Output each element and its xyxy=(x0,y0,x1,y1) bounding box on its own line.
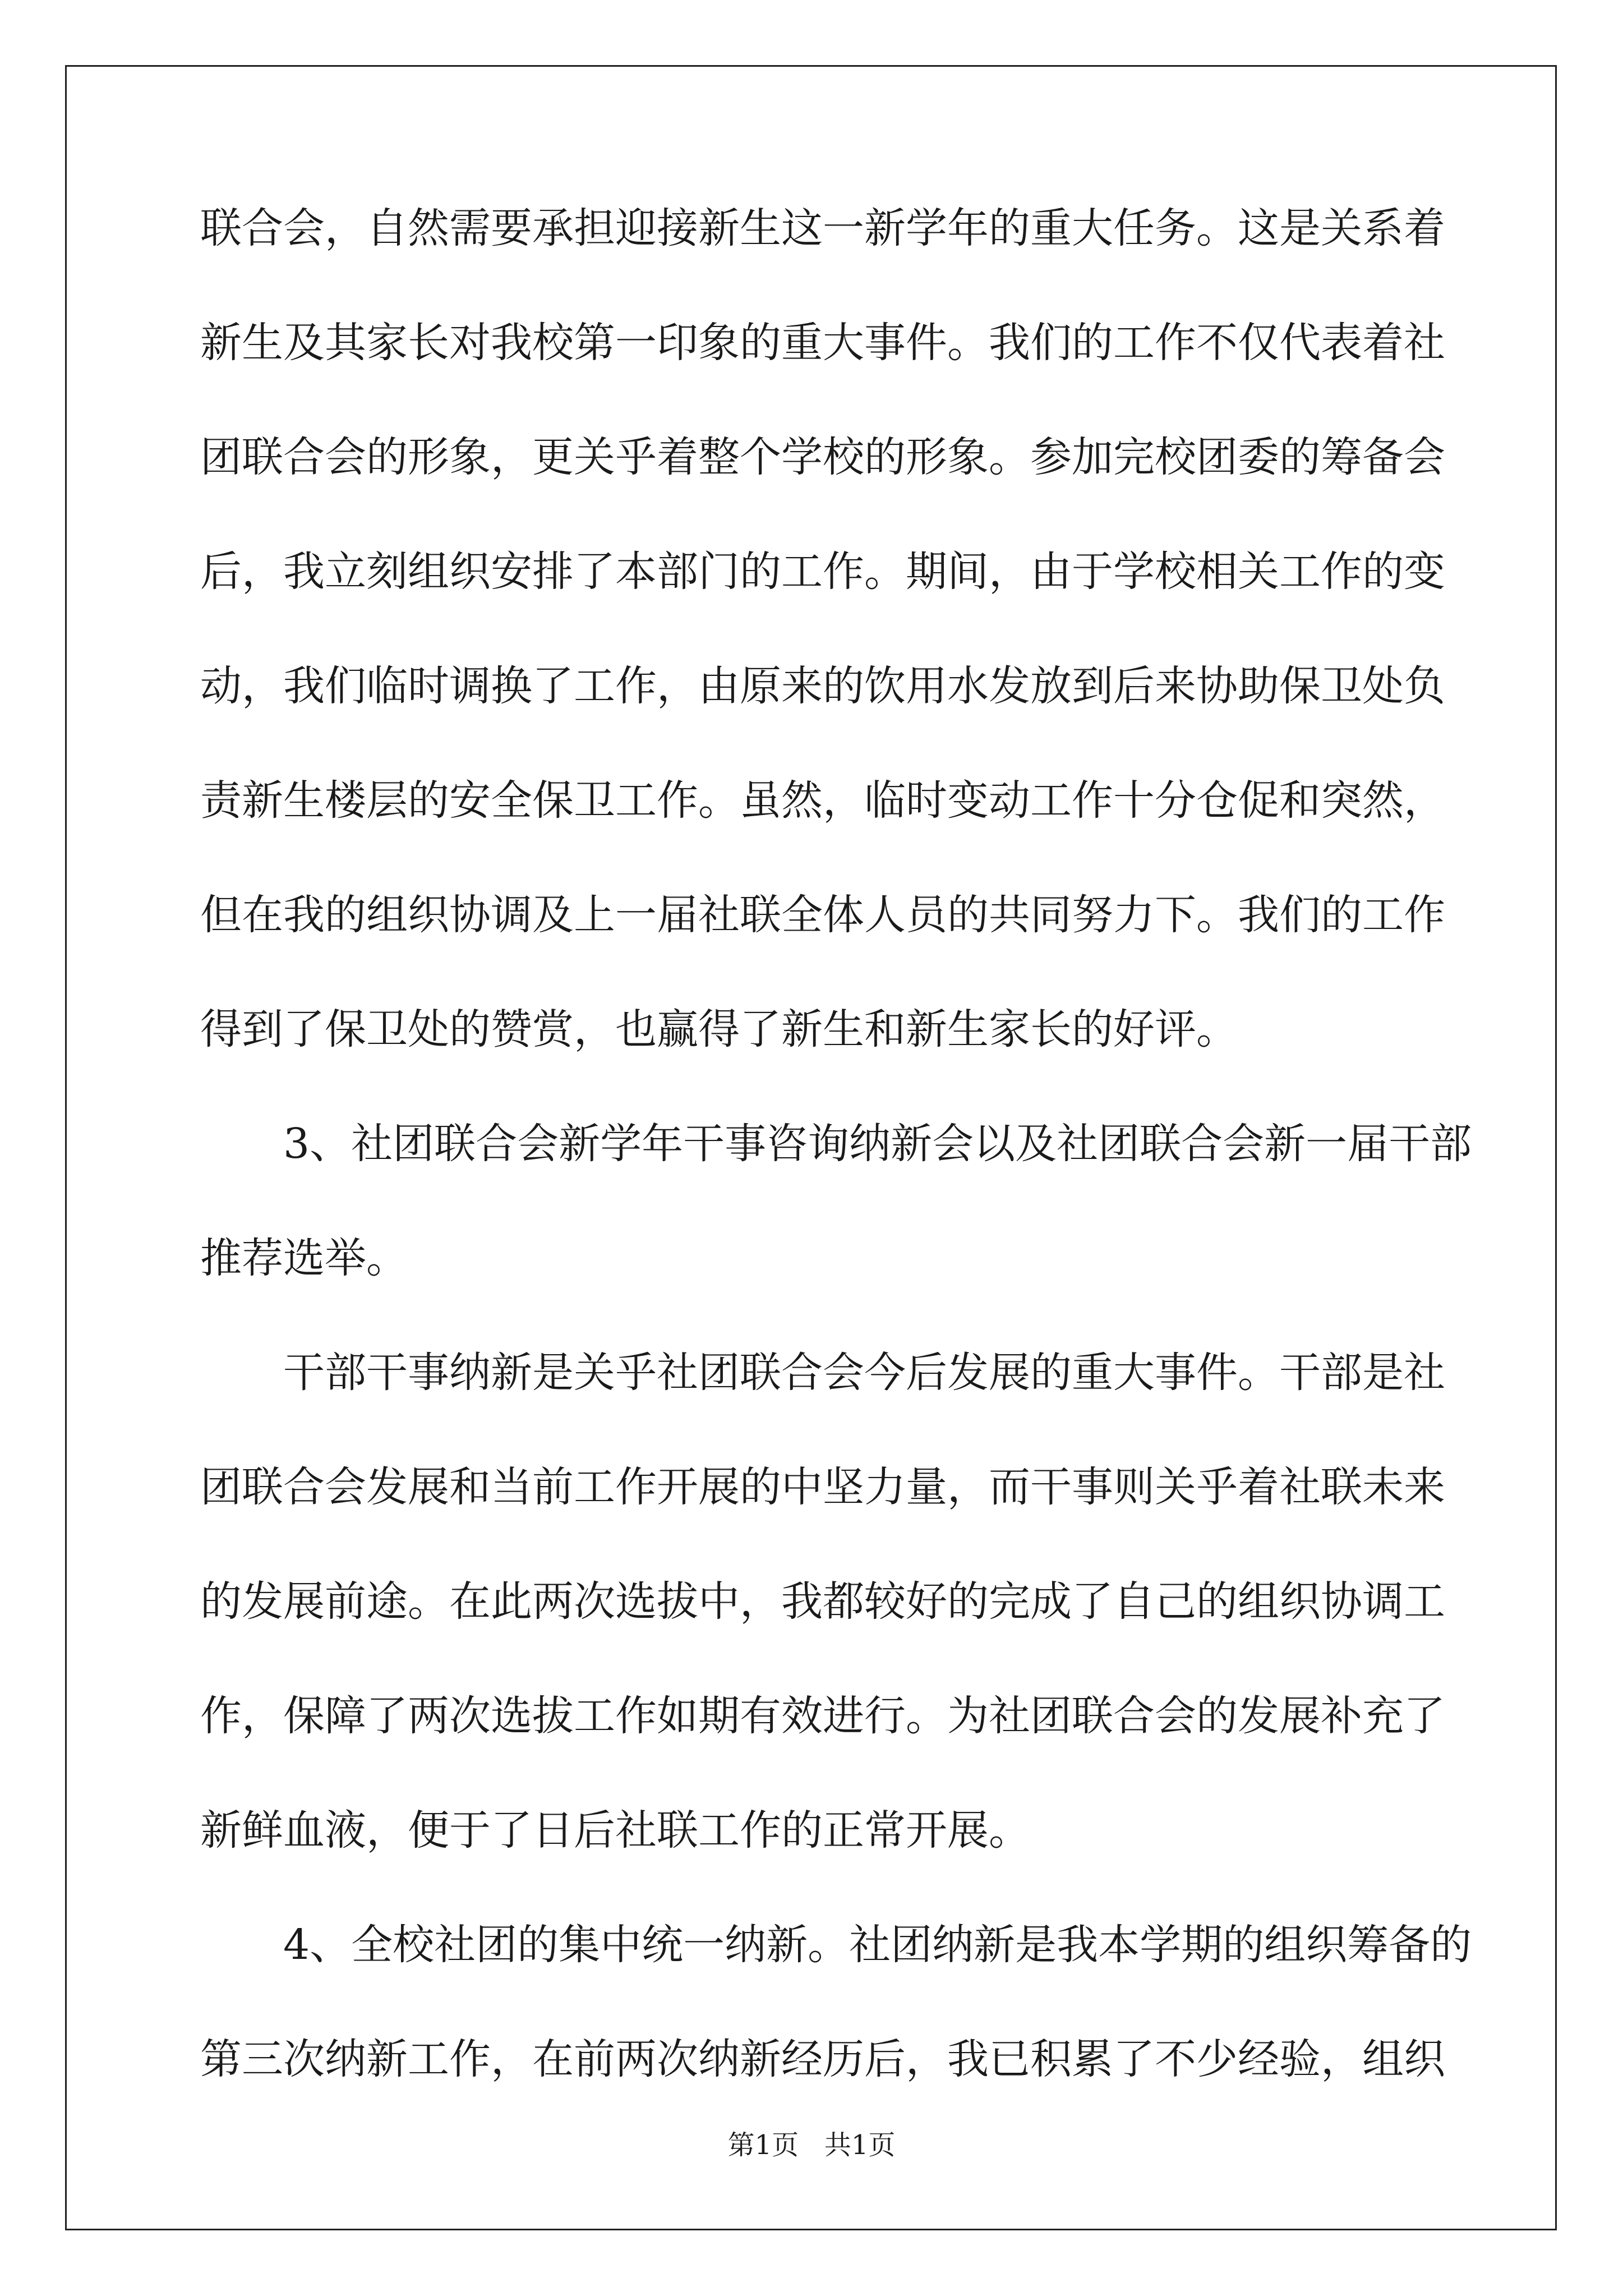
page-number-text: 第1页 共1页 xyxy=(727,2129,896,2161)
text-line xyxy=(200,1349,1445,1466)
page-footer xyxy=(0,2129,1623,2161)
text-line-content: 团联合会发展和当前工作开展的中坚力量，而干事则关乎着社联未来 xyxy=(200,1463,1445,1511)
text-line-content: 作，保障了两次选拔工作如期有效进行。为社团联合会的发展补充了 xyxy=(200,1692,1445,1740)
text-line xyxy=(200,1692,1445,1810)
text-line-content: 后，我立刻组织安排了本部门的工作。期间，由于学校相关工作的变 xyxy=(200,547,1445,596)
text-line xyxy=(200,1005,1428,1123)
text-line xyxy=(200,1463,1445,1581)
text-line xyxy=(200,319,1445,436)
text-line-content: 联合会，自然需要承担迎接新生这一新学年的重大任务。这是关系着 xyxy=(200,204,1445,252)
document-body xyxy=(200,204,1472,2153)
text-line xyxy=(200,1120,1472,1237)
text-line-content: 但在我的组织协调及上一届社联全体人员的共同努力下。我们的工作 xyxy=(200,891,1445,939)
text-line xyxy=(200,1806,1428,1924)
text-line-content: 的发展前途。在此两次选拔中，我都较好的完成了自己的组织协调工 xyxy=(200,1577,1445,1626)
text-line xyxy=(200,1921,1472,2039)
text-line-content: 新生及其家长对我校第一印象的重大事件。我们的工作不仅代表着社 xyxy=(200,319,1445,367)
text-line-content: 推荐选举。 xyxy=(200,1234,408,1282)
text-line-content: 团联合会的形象，更关乎着整个学校的形象。参加完校团委的筹备会 xyxy=(200,433,1445,481)
text-line-content: 干部干事纳新是关乎社团联合会今后发展的重大事件。干部是社 xyxy=(283,1349,1445,1397)
text-line-content: 动，我们临时调换了工作，由原来的饮用水发放到后来协助保卫处负 xyxy=(200,662,1445,710)
text-line-content: 第三次纳新工作，在前两次纳新经历后，我已积累了不少经验，组织 xyxy=(200,2035,1445,2083)
text-line xyxy=(200,1234,1428,1352)
text-line xyxy=(200,433,1445,551)
text-line xyxy=(200,204,1445,322)
text-line xyxy=(200,776,1445,894)
text-line-content: 新鲜血液，便于了日后社联工作的正常开展。 xyxy=(200,1806,1030,1855)
text-line xyxy=(200,1577,1445,1695)
text-line-content: 得到了保卫处的赞赏，也赢得了新生和新生家长的好评。 xyxy=(200,1005,1238,1053)
text-line xyxy=(200,891,1445,1009)
text-line-content: 4、全校社团的集中统一纳新。社团纳新是我本学期的组织筹备的 xyxy=(283,1921,1472,1969)
text-line-content: 责新生楼层的安全保卫工作。虽然，临时变动工作十分仓促和突然， xyxy=(200,776,1445,825)
text-line-content: 3、社团联合会新学年干事咨询纳新会以及社团联合会新一届干部 xyxy=(283,1120,1472,1168)
text-line xyxy=(200,662,1445,780)
text-line xyxy=(200,547,1445,665)
